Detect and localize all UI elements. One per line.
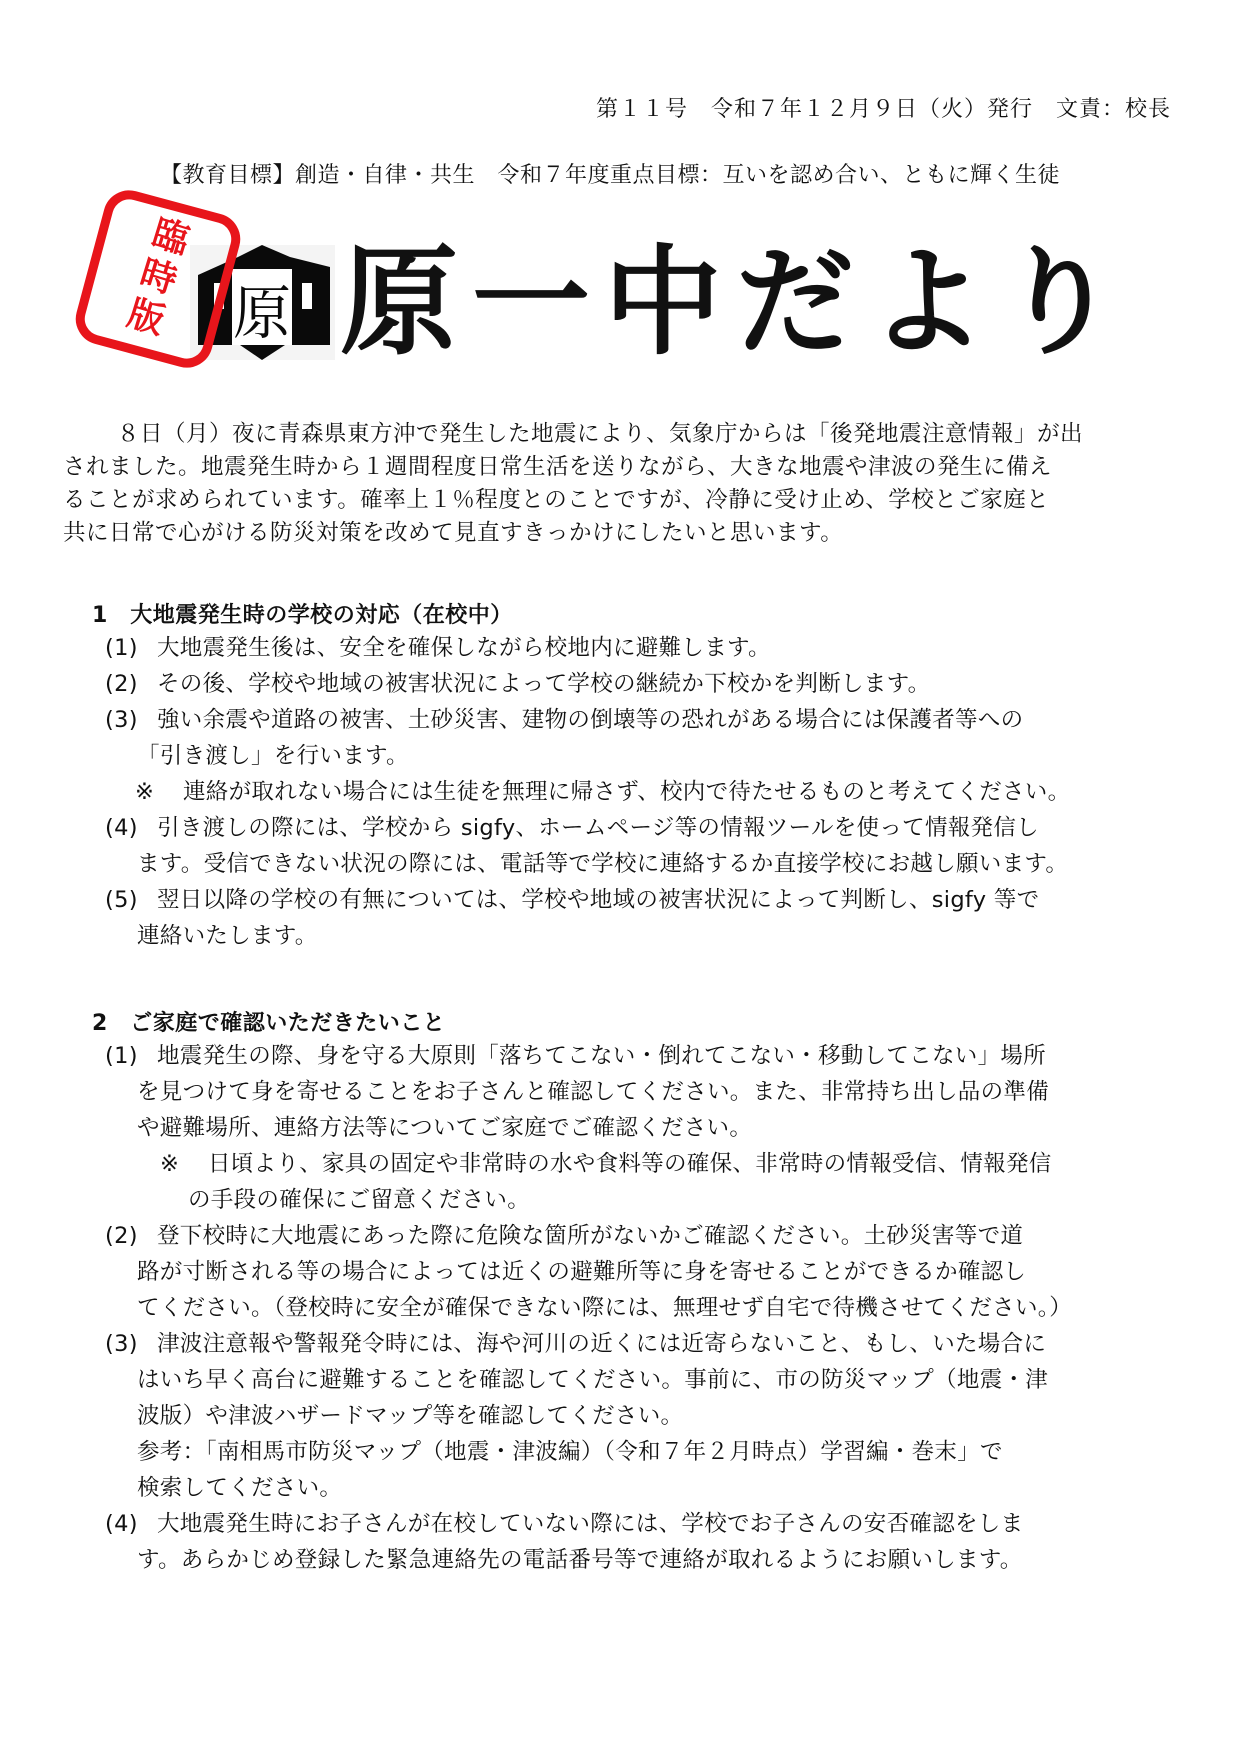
- item-text: てください。（登校時に安全が確保できない際には、無理せず自宅で待機させてください。）: [137, 1295, 1073, 1321]
- item-text: 強い余震や道路の被害、土砂災害、建物の倒壊等の恐れがある場合には保護者等への: [157, 707, 1024, 733]
- item-number: (3): [105, 1331, 138, 1357]
- item-text: 波版）や津波ハザードマップ等を確認してください。: [137, 1403, 684, 1429]
- item-number: (2): [105, 1223, 138, 1249]
- list-item: [105, 702, 1165, 774]
- item-number: (5): [105, 887, 138, 913]
- item-text: その後、学校や地域の被害状況によって学校の継続か下校かを判断します。: [157, 671, 931, 697]
- item-text: はいち早く高台に避難することを確認してください。事前に、市の防災マップ（地震・津: [137, 1367, 1049, 1393]
- issue-info: 第１１号 令和７年１２月９日（火）発行 文責：校長: [595, 97, 1171, 122]
- note-item: [135, 774, 1070, 810]
- intro-paragraph: [63, 418, 1165, 550]
- item-number: (1): [105, 1043, 138, 1069]
- item-text: 「引き渡し」を行います。: [137, 743, 409, 769]
- reference-text: 参考：「南相馬市防災マップ（地震・津波編）（令和７年２月時点）学習編・巻末」で: [137, 1439, 1003, 1465]
- item-text: 路が寸断される等の場合によっては近くの避難所等に身を寄せることができるか確認し: [137, 1259, 1027, 1285]
- reference-text: 検索してください。: [137, 1475, 343, 1501]
- list-item: [105, 630, 1165, 666]
- note-mark: ※: [160, 1151, 180, 1177]
- item-text: 津波注意報や警報発令時には、海や河川の近くには近寄らないこと、もし、いた場合に: [157, 1331, 1047, 1357]
- list-item: [105, 666, 1165, 702]
- education-goals: 【教育目標】創造・自律・共生 令和７年度重点目標：互いを認め合い、ともに輝く生徒: [160, 163, 1061, 188]
- list-item: [105, 1326, 1165, 1506]
- item-text: す。あらかじめ登録した緊急連絡先の電話番号等で連絡が取れるようにお願いします。: [137, 1547, 1023, 1573]
- list-item: [105, 810, 1165, 882]
- intro-line: 共に日常で心がける防災対策を改めて見直すきっかけにしたいと思います。: [63, 520, 844, 546]
- note-mark: ※: [135, 779, 155, 805]
- section-heading-home-check: 2 ご家庭で確認いただきたいこと: [92, 1011, 446, 1036]
- item-text: 大地震発生後は、安全を確保しながら校地内に避難します。: [157, 635, 771, 661]
- note-item: [160, 1146, 1052, 1218]
- newsletter-title: 原一中だより: [340, 233, 1133, 371]
- intro-line: ることが求められています。確率上１％程度とのことですが、冷静に受け止め、学校とご家庭と: [63, 487, 1050, 513]
- list-item: [105, 1218, 1165, 1326]
- note-text: 連絡が取れない場合には生徒を無理に帰さず、校内で待たせるものと考えてください。: [183, 779, 1071, 805]
- note-text: の手段の確保にご留意ください。: [188, 1187, 531, 1213]
- item-text: を見つけて身を寄せることをお子さんと確認してください。また、非常持ち出し品の準備: [137, 1079, 1050, 1105]
- item-text: ます。受信できない状況の際には、電話等で学校に連絡するか直接学校にお越し願います。: [137, 851, 1069, 877]
- item-number: (3): [105, 707, 138, 733]
- list-item: [105, 1506, 1165, 1578]
- item-text: 連絡いたします。: [137, 923, 318, 949]
- list-item: [105, 882, 1165, 954]
- item-text: 翌日以降の学校の有無については、学校や地域の被害状況によって判断し、sigfy 等で: [157, 887, 1040, 913]
- item-text: 引き渡しの際には、学校から sigfy、ホームページ等の情報ツールを使って情報発信し: [157, 815, 1039, 841]
- note-text: 日頃より、家具の固定や非常時の水や食料等の確保、非常時の情報受信、情報発信: [208, 1151, 1052, 1177]
- intro-line: ８日（月）夜に青森県東方沖で発生した地震により、気象庁からは「後発地震注意情報」が出: [117, 421, 1084, 447]
- list-item: [105, 1038, 1165, 1146]
- item-number: (2): [105, 671, 138, 697]
- item-text: や避難場所、連絡方法等についてご家庭でご確認ください。: [137, 1115, 753, 1141]
- item-text: 登下校時に大地震にあった際に危険な箇所がないかご確認ください。土砂災害等で道: [157, 1223, 1024, 1249]
- item-number: (4): [105, 1511, 138, 1537]
- item-text: 地震発生の際、身を守る大原則「落ちてこない・倒れてこない・移動してこない」場所: [157, 1043, 1046, 1069]
- intro-line: されました。地震発生時から１週間程度日常生活を送りながら、大きな地震や津波の発生に備え: [63, 454, 1053, 480]
- stamp-char: 臨: [147, 212, 194, 263]
- stamp-char: 版: [122, 292, 170, 343]
- stamp-char: 時: [135, 252, 182, 303]
- item-number: (4): [105, 815, 138, 841]
- svg-text:原: 原: [232, 279, 292, 347]
- section-heading-school-response: 1 大地震発生時の学校の対応（在校中）: [92, 603, 513, 628]
- item-text: 大地震発生時にお子さんが在校していない際には、学校でお子さんの安否確認をしま: [157, 1511, 1024, 1537]
- item-number: (1): [105, 635, 138, 661]
